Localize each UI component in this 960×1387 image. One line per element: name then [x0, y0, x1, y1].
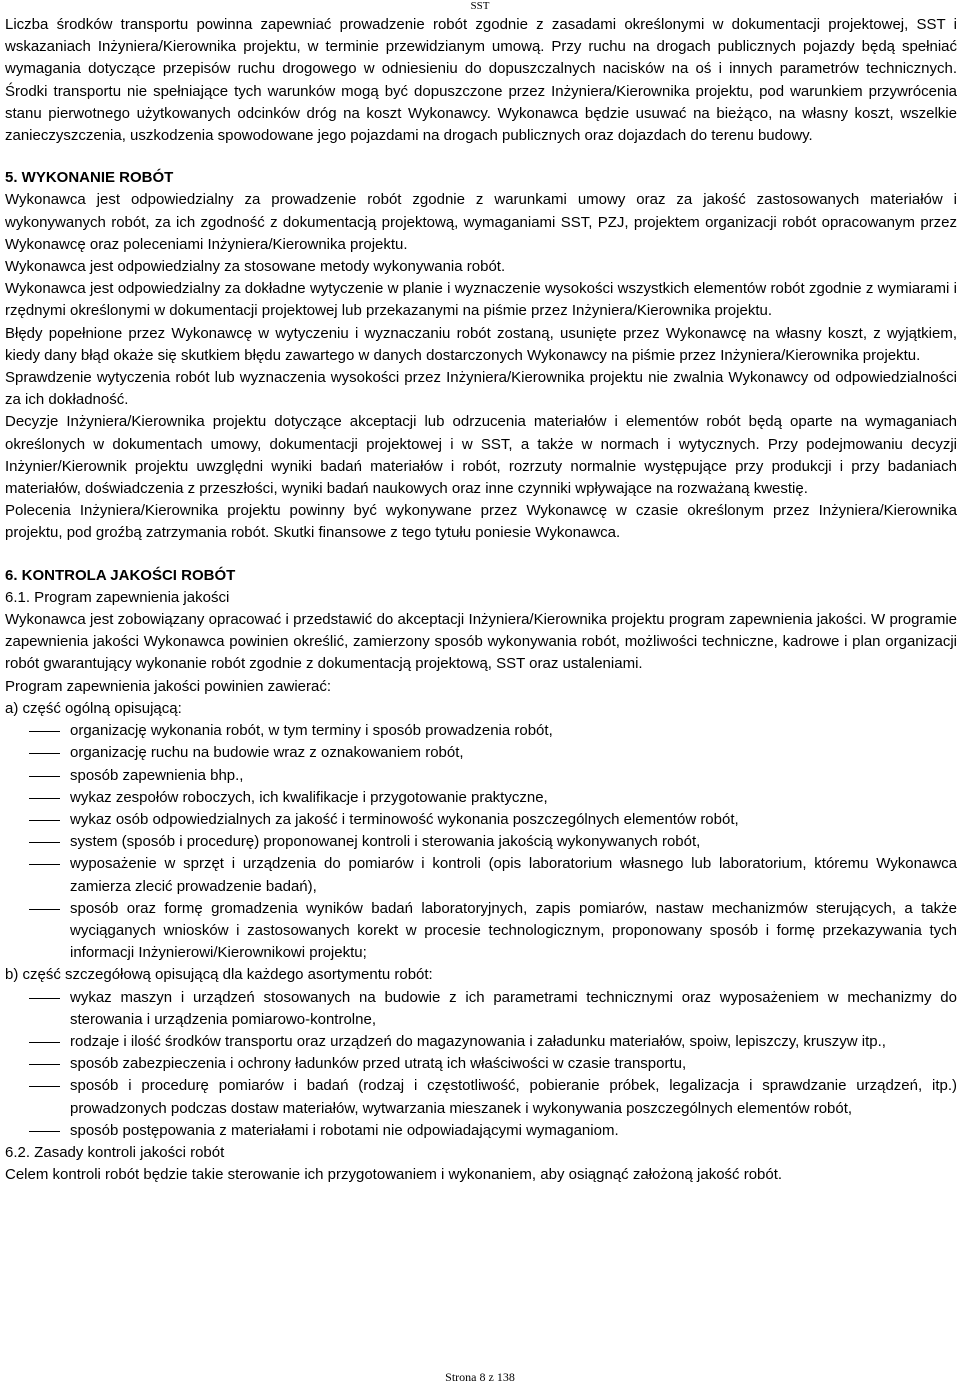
subsection-6-2-paragraph: Celem kontroli robót będzie takie sterowanie ich przygotowaniem i wykonaniem, aby osiągnąć założoną jakość robót. [5, 1166, 783, 1184]
part-a-list [5, 720, 957, 964]
section-6-heading: 6. KONTROLA JAKOŚCI ROBÓT [5, 566, 236, 584]
subsection-6-1-paragraph: Wykonawca jest zobowiązany opracować i przedstawić do akceptacji Inżyniera/Kierownika projektu program zapewnienia jakości. W programie zapewnienia jakości Wykonawca powinien określić, zamierzony sposób wykonywania robót, możliwości techniczne, kadrowe i plan organizacji robót gwarantujący wykonanie robót zgodnie z dokumentacją projektową, SST oraz ustaleniami. [5, 611, 957, 673]
page-footer [0, 1370, 960, 1384]
list-item: wykaz zespołów roboczych, ich kwalifikacje i przygotowanie praktyczne, [5, 787, 957, 809]
section-5-paragraph: Wykonawca jest odpowiedzialny za prowadzenie robót zgodnie z warunkami umowy oraz za jakość zastosowanych materiałów i wykonywanych robót, za ich zgodność z dokumentacją projektową, wymaganiami SST, PZJ, projektem organizacji robót opracowanym przez Wykonawcę oraz poleceniami Inżyniera/Kierownika projektu. [5, 191, 957, 253]
page-total: 138 [496, 1370, 515, 1384]
list-item: organizację wykonania robót, w tym terminy i sposób prowadzenia robót, [5, 720, 957, 742]
intro-paragraph: Liczba środków transportu powinna zapewniać prowadzenie robót zgodnie z zasadami określonymi w dokumentacji projektowej, SST i wskazaniach Inżyniera/Kierownika projektu, w terminie przewidzianym umową. Przy ruchu na drogach publicznych pojazdy będą spełniać wymagania dotyczące przepisów ruchu drogowego w odniesieniu do dopuszczalnych nacisków na oś i innych parametrów technicznych. Środki transportu nie spełniające tych warunków mogą być dopuszczone przez Inżyniera/Kierownika projektu, pod warunkiem przywrócenia stanu pierwotnego użytkowanych odcinków dróg na koszt Wykonawcy. Wykonawca będzie usuwać na bieżąco, na własny koszt, wszelkie zanieczyszczenia, uszkodzenia spowodowane jego pojazdami na drogach publicznych oraz dojazdach do terenu budowy. [5, 16, 957, 145]
section-5-paragraph: Sprawdzenie wytyczenia robót lub wyznaczenia wysokości przez Inżyniera/Kierownika projektu nie zwalnia Wykonawcy od odpowiedzialności za ich dokładność. [5, 369, 957, 409]
subsection-6-2-heading: 6.2. Zasady kontroli jakości robót [5, 1143, 225, 1161]
section-5-paragraph: Błędy popełnione przez Wykonawcę w wytyczeniu i wyznaczaniu robót zostaną, usunięte przez Wykonawcę na własny koszt, z wyjątkiem, kiedy dany błąd okaże się skutkiem błędu zawartego w danych dostarczonych Wykonawcy na piśmie przez Inżyniera/Kierownika projektu. [5, 324, 957, 364]
section-5-paragraph: Wykonawca jest odpowiedzialny za stosowane metody wykonywania robót. [5, 258, 506, 276]
subsection-6-1-heading: 6.1. Program zapewnienia jakości [5, 588, 230, 606]
list-item: system (sposób i procedurę) proponowanej kontroli i sterowania jakością wykonywanych robót, [5, 831, 957, 853]
list-item: organizację ruchu na budowie wraz z oznakowaniem robót, [5, 742, 957, 764]
section-5-paragraph: Decyzje Inżyniera/Kierownika projektu dotyczące akceptacji lub odrzucenia materiałów i elementów robót będą oparte na wymaganiach określonych w dokumentach umowy, dokumentacji projektowej i w SST, a także w normach i wytycznych. Przy podejmowaniu decyzji Inżynier/Kierownik projektu uwzględni wyniki badań materiałów i robót, rozrzuty normalnie występujące przy produkcji i przy badaniach materiałów, doświadczenia z przeszłości, wyniki badań naukowych oraz inne czynniki wpływające na rozważaną kwestię. [5, 413, 957, 498]
list-item: wyposażenie w sprzęt i urządzenia do pomiarów i kontroli (opis laboratorium własnego lub laboratorium, któremu Wykonawca zamierza zlecić prowadzenie badań), [5, 853, 957, 897]
page-header: SST [470, 0, 490, 12]
list-item: sposób i procedurę pomiarów i badań (rodzaj i częstotliwość, pobieranie próbek, legalizacja i sprawdzanie urządzeń, itp.) prowadzonych podczas dostaw materiałów, wytwarzania mieszanek i wykonywania poszczególnych elementów robót, [5, 1075, 957, 1119]
list-item: sposób zabezpieczenia i ochrony ładunków przed utratą ich właściwości w czasie transportu, [5, 1053, 957, 1075]
section-5-paragraph: Polecenia Inżyniera/Kierownika projektu powinny być wykonywane przez Wykonawcę w czasie określonym przez Inżyniera/Kierownika projektu, pod groźbą zatrzymania robót. Skutki finansowe z tego tytułu poniesie Wykonawca. [5, 502, 957, 542]
document-body [5, 14, 957, 1186]
part-b-label: b) część szczegółową opisującą dla każdego asortymentu robót: [5, 966, 433, 984]
program-intro: Program zapewnienia jakości powinien zawierać: [5, 677, 331, 695]
part-b-list [5, 987, 957, 1142]
list-item: rodzaje i ilość środków transportu oraz urządzeń do magazynowania i załadunku materiałów, spoiw, lepiszczy, kruszyw itp., [5, 1031, 957, 1053]
list-item: sposób oraz formę gromadzenia wyników badań laboratoryjnych, zapis pomiarów, nastaw mechanizmów sterujących, a także wyciąganych wniosków i zastosowanych korekt w procesie technologicznym, proponowany sposób i formę przekazywania tych informacji Inżynierowi/Kierownikowi projektu; [5, 898, 957, 965]
list-item: sposób postępowania z materiałami i robotami nie odpowiadającymi wymaganiom. [5, 1120, 957, 1142]
list-item: wykaz maszyn i urządzeń stosowanych na budowie z ich parametrami technicznymi oraz wyposażeniem w mechanizmy do sterowania i urządzenia pomiarowo-kontrolne, [5, 987, 957, 1031]
section-5-heading: 5. WYKONANIE ROBÓT [5, 169, 174, 187]
list-item: sposób zapewnienia bhp., [5, 765, 957, 787]
page-number-prefix: Strona [445, 1370, 480, 1384]
section-5-paragraph: Wykonawca jest odpowiedzialny za dokładne wytyczenie w planie i wyznaczenie wysokości wszystkich elementów robót zgodnie z wymiarami i rzędnymi określonymi w dokumentacji projektowej lub przekazanymi na piśmie przez Inżyniera/Kierownika projektu. [5, 280, 957, 320]
page-number-separator: z [485, 1370, 497, 1384]
page-number: 8 [479, 1370, 486, 1384]
list-item: wykaz osób odpowiedzialnych za jakość i terminowość wykonania poszczególnych elementów robót, [5, 809, 957, 831]
part-a-label: a) część ogólną opisującą: [5, 699, 182, 717]
